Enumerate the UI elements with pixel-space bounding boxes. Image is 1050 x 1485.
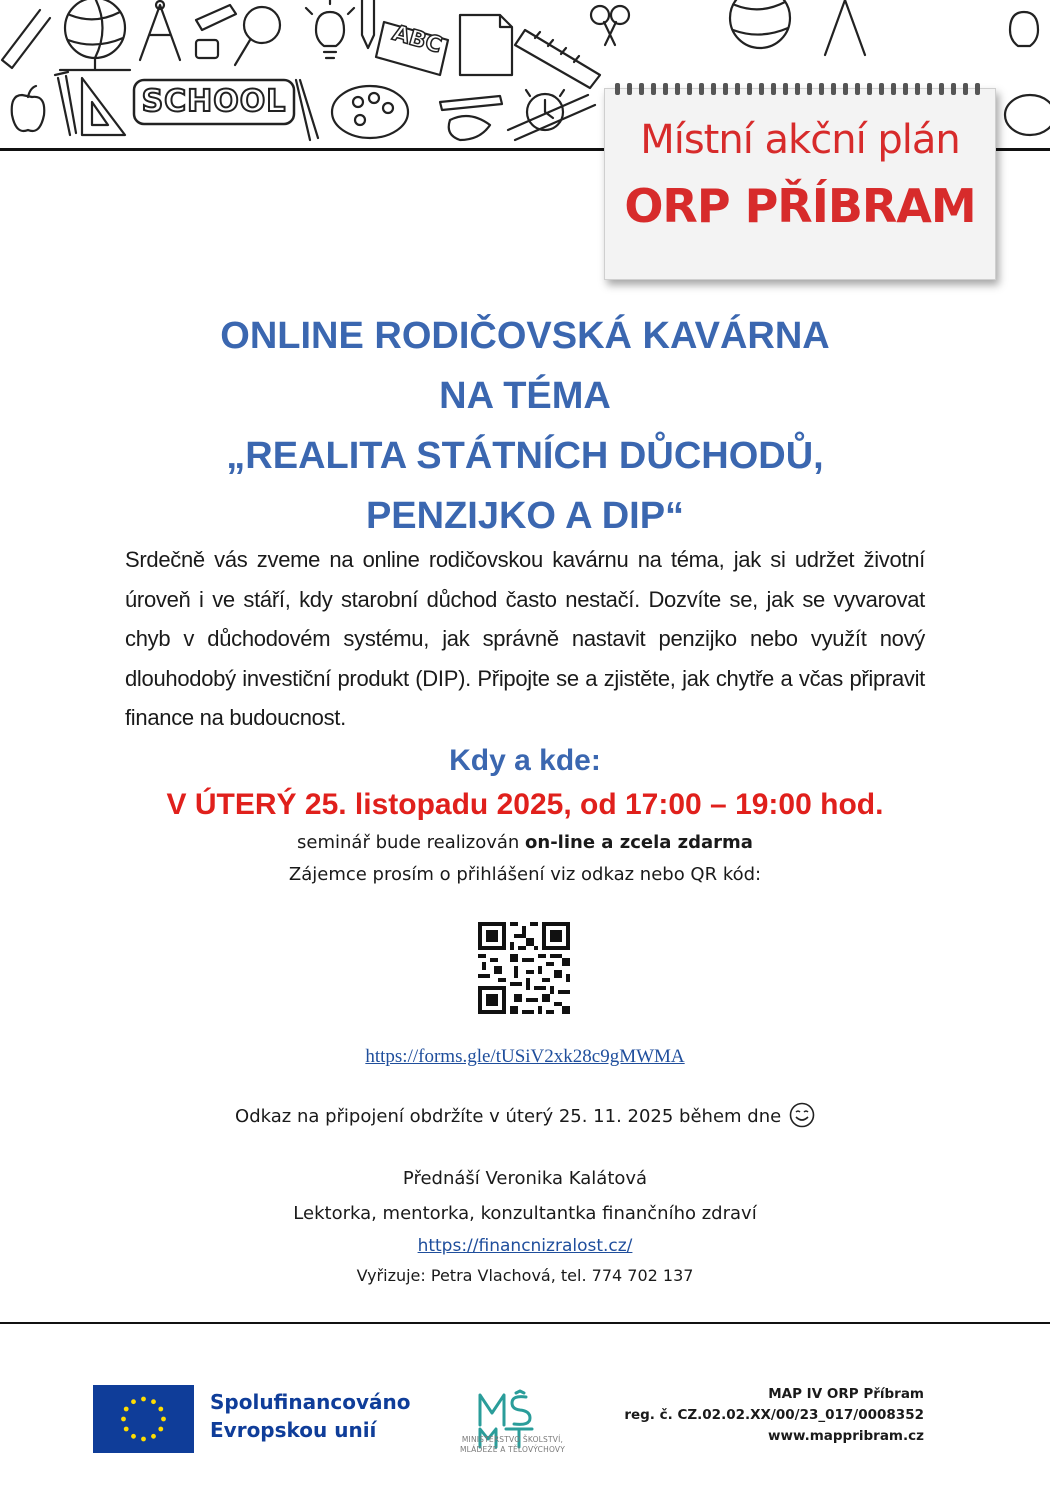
speaker-website-link[interactable]	[0, 1236, 1050, 1256]
seminar-format	[0, 832, 1050, 853]
event-date: V ÚTERÝ 25. listopadu 2025, od 17:00 – 19:00 hod.	[166, 788, 884, 821]
msmt-caption-line-1: MINISTERSTVO ŠKOLSTVÍ,	[461, 1435, 564, 1444]
project-website[interactable]: www.mappribram.cz	[768, 1428, 924, 1444]
eu-text-line-2: Evropskou unií	[210, 1418, 377, 1442]
badge-subtitle: ORP PŘÍBRAM	[624, 179, 976, 233]
school-label: SCHOOL	[141, 84, 287, 119]
format-prefix: seminář bude realizován	[297, 832, 526, 853]
project-name: MAP IV ORP Příbram	[768, 1386, 924, 1402]
registration-number: reg. č. CZ.02.02.XX/00/23_017/0008352	[624, 1407, 924, 1423]
connection-note	[0, 1102, 1050, 1128]
registration-link-text[interactable]: https://forms.gle/tUSiV2xk28c9gMWMA	[365, 1046, 685, 1067]
badge-title: Místní akční plán	[640, 117, 960, 163]
title-line-2: NA TÉMA	[439, 375, 611, 417]
msmt-caption-line-2: MLÁDEŽE A TĚLOVÝCHOVY	[459, 1445, 566, 1454]
connection-note-text: Odkaz na připojení obdržíte v úterý 25. 11. 2025 během dne	[235, 1106, 782, 1127]
event-title	[0, 306, 1050, 546]
smiley-icon	[789, 1102, 815, 1128]
abc-label: ABC	[389, 20, 445, 59]
eu-flag-icon	[93, 1385, 194, 1453]
project-info	[624, 1384, 924, 1447]
speaker-name: Přednáší Veronika Kalátová	[402, 1168, 648, 1189]
title-line-3: „REALITA STÁTNÍCH DŮCHODŮ,	[226, 435, 824, 477]
title-line-4: PENZIJKO A DIP“	[365, 495, 685, 537]
msmt-caption	[430, 1435, 595, 1455]
map-badge	[604, 88, 996, 280]
registration-link[interactable]	[0, 1046, 1050, 1068]
speaker-role: Lektorka, mentorka, konzultantka finančního zdraví	[293, 1203, 757, 1224]
when-where-heading: Kdy a kde:	[449, 744, 601, 777]
speaker-website-text[interactable]: https://financnizralost.cz/	[417, 1236, 633, 1256]
eu-text-line-1: Spolufinancováno	[210, 1390, 411, 1414]
spiral-binding-icon	[615, 81, 987, 95]
title-line-1: ONLINE RODIČOVSKÁ KAVÁRNA	[220, 315, 830, 357]
signup-instructions: Zájemce prosím o přihlášení viz odkaz nebo QR kód:	[288, 864, 762, 885]
format-bold: on-line a zcela zdarma	[525, 832, 753, 853]
qr-code-icon[interactable]	[478, 922, 570, 1014]
eu-cofinanced-text	[210, 1388, 410, 1444]
footer-divider	[0, 1322, 1050, 1324]
contact-info: Vyřizuje: Petra Vlachová, tel. 774 702 137	[356, 1266, 694, 1285]
intro-paragraph: Srdečně vás zveme na online rodičovskou kavárnu na téma, jak si udržet životní úroveň i ve stáří, kdy starobní důchod často nestačí. Dozvíte se, jak se vyvarovat chyb v důchodovém systému, jak správně nastavit penzijko nebo využít nový dlouhodobý investiční produkt (DIP). Připojte se a zjistěte, jak chytře a včas připravit finance na budoucnost.	[125, 547, 925, 730]
